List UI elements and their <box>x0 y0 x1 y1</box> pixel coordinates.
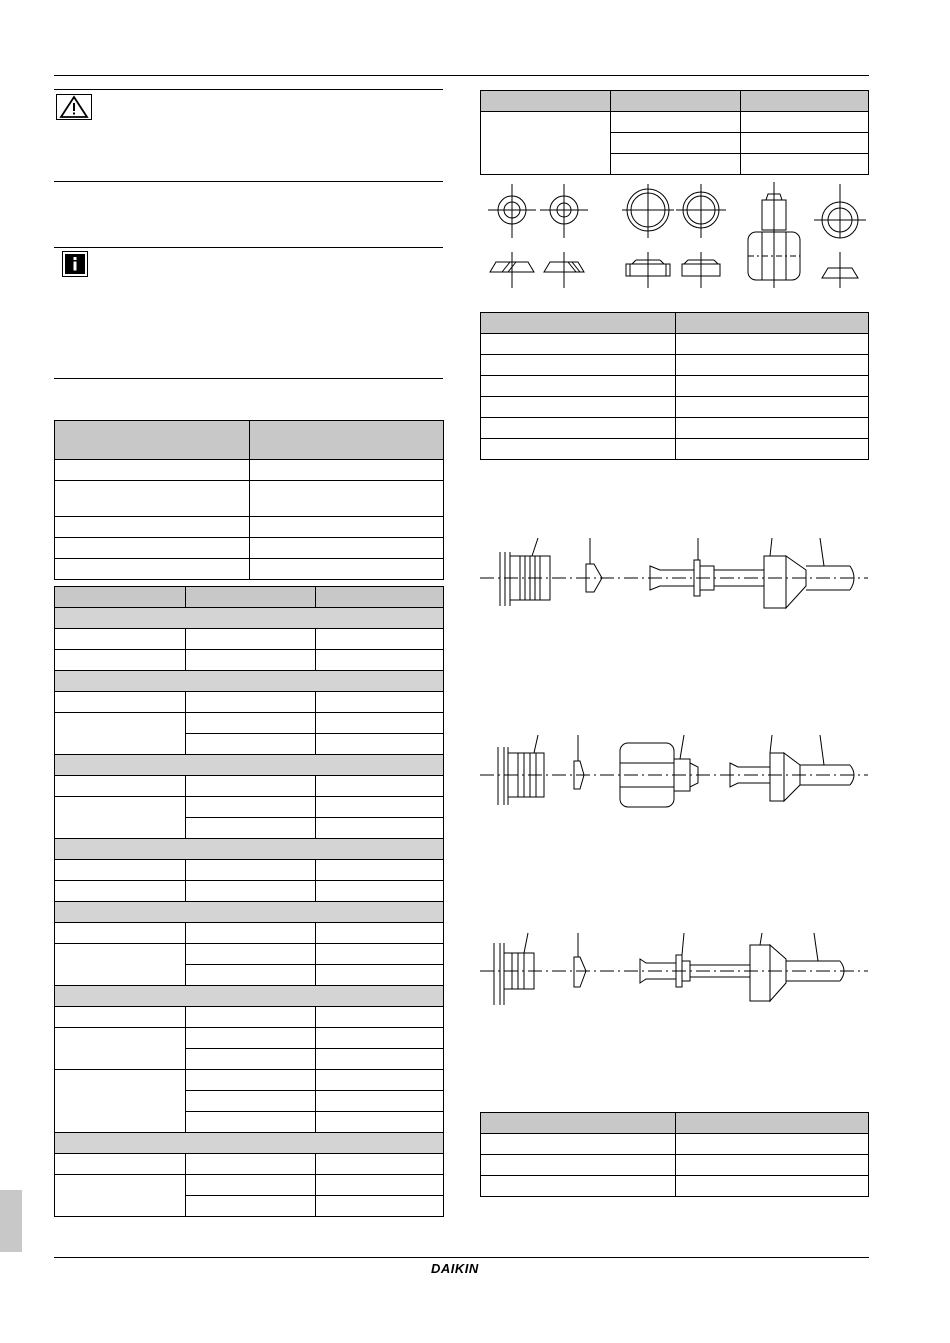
table-row <box>481 1134 869 1155</box>
table-row <box>55 881 444 902</box>
table-section-row <box>55 986 444 1007</box>
table-row <box>481 376 869 397</box>
table-row <box>55 923 444 944</box>
table-row <box>55 860 444 881</box>
footer-rule <box>54 1257 869 1258</box>
table-row <box>55 650 444 671</box>
fitting-part-5-hex-nut <box>748 182 800 288</box>
pipe-assembly-figure-2 <box>480 725 870 815</box>
pipe-assembly-figure-3 <box>480 925 870 1015</box>
table-row <box>481 1155 869 1176</box>
fitting-part-3 <box>622 184 674 288</box>
left-table-1 <box>54 420 444 580</box>
table-header-row <box>481 1113 869 1134</box>
table-row <box>481 334 869 355</box>
warning-bottom-rule <box>54 181 443 182</box>
table-row <box>55 1154 444 1175</box>
information-icon <box>62 251 88 277</box>
table-row <box>55 460 444 481</box>
right-table-2 <box>480 312 869 460</box>
fitting-part-2 <box>540 184 588 288</box>
table-row <box>481 397 869 418</box>
table-row <box>55 1028 444 1049</box>
fitting-part-1 <box>488 184 536 288</box>
table-row <box>55 559 444 580</box>
table-row <box>55 692 444 713</box>
table-row <box>55 944 444 965</box>
table-header-row <box>55 587 444 608</box>
table-row <box>55 517 444 538</box>
right-table-1 <box>480 90 869 175</box>
table-row <box>55 538 444 559</box>
table-header-row <box>481 313 869 334</box>
table-row <box>55 1007 444 1028</box>
table-header-row <box>481 91 869 112</box>
table-row <box>55 797 444 818</box>
table-row <box>55 776 444 797</box>
table-row <box>55 713 444 734</box>
table-section-row <box>55 608 444 629</box>
right-table-3 <box>480 1112 869 1197</box>
chapter-side-tab <box>0 1190 22 1252</box>
table-section-row <box>55 839 444 860</box>
table-row <box>481 418 869 439</box>
table-row <box>481 439 869 460</box>
table-row <box>55 481 444 517</box>
fitting-part-4 <box>676 184 726 288</box>
table-section-row <box>55 755 444 776</box>
table-row <box>55 1175 444 1196</box>
pipe-assembly-figure-1 <box>480 530 870 620</box>
table-row <box>481 112 869 133</box>
table-row <box>481 355 869 376</box>
table-section-row <box>55 1133 444 1154</box>
fitting-part-6 <box>814 184 866 288</box>
warning-triangle-icon <box>56 94 92 120</box>
table-row <box>481 1176 869 1197</box>
flare-fitting-figure <box>480 180 870 290</box>
table-row <box>55 629 444 650</box>
page-top-rule <box>54 75 869 76</box>
info-bottom-rule <box>54 378 443 379</box>
table-section-row <box>55 902 444 923</box>
daikin-logo: DAIKIN <box>431 1261 479 1276</box>
table-row <box>55 1070 444 1091</box>
warning-top-rule <box>54 89 443 90</box>
info-top-rule <box>54 247 443 248</box>
table-section-row <box>55 671 444 692</box>
left-table-2 <box>54 586 444 1217</box>
table-header-row <box>55 421 444 460</box>
